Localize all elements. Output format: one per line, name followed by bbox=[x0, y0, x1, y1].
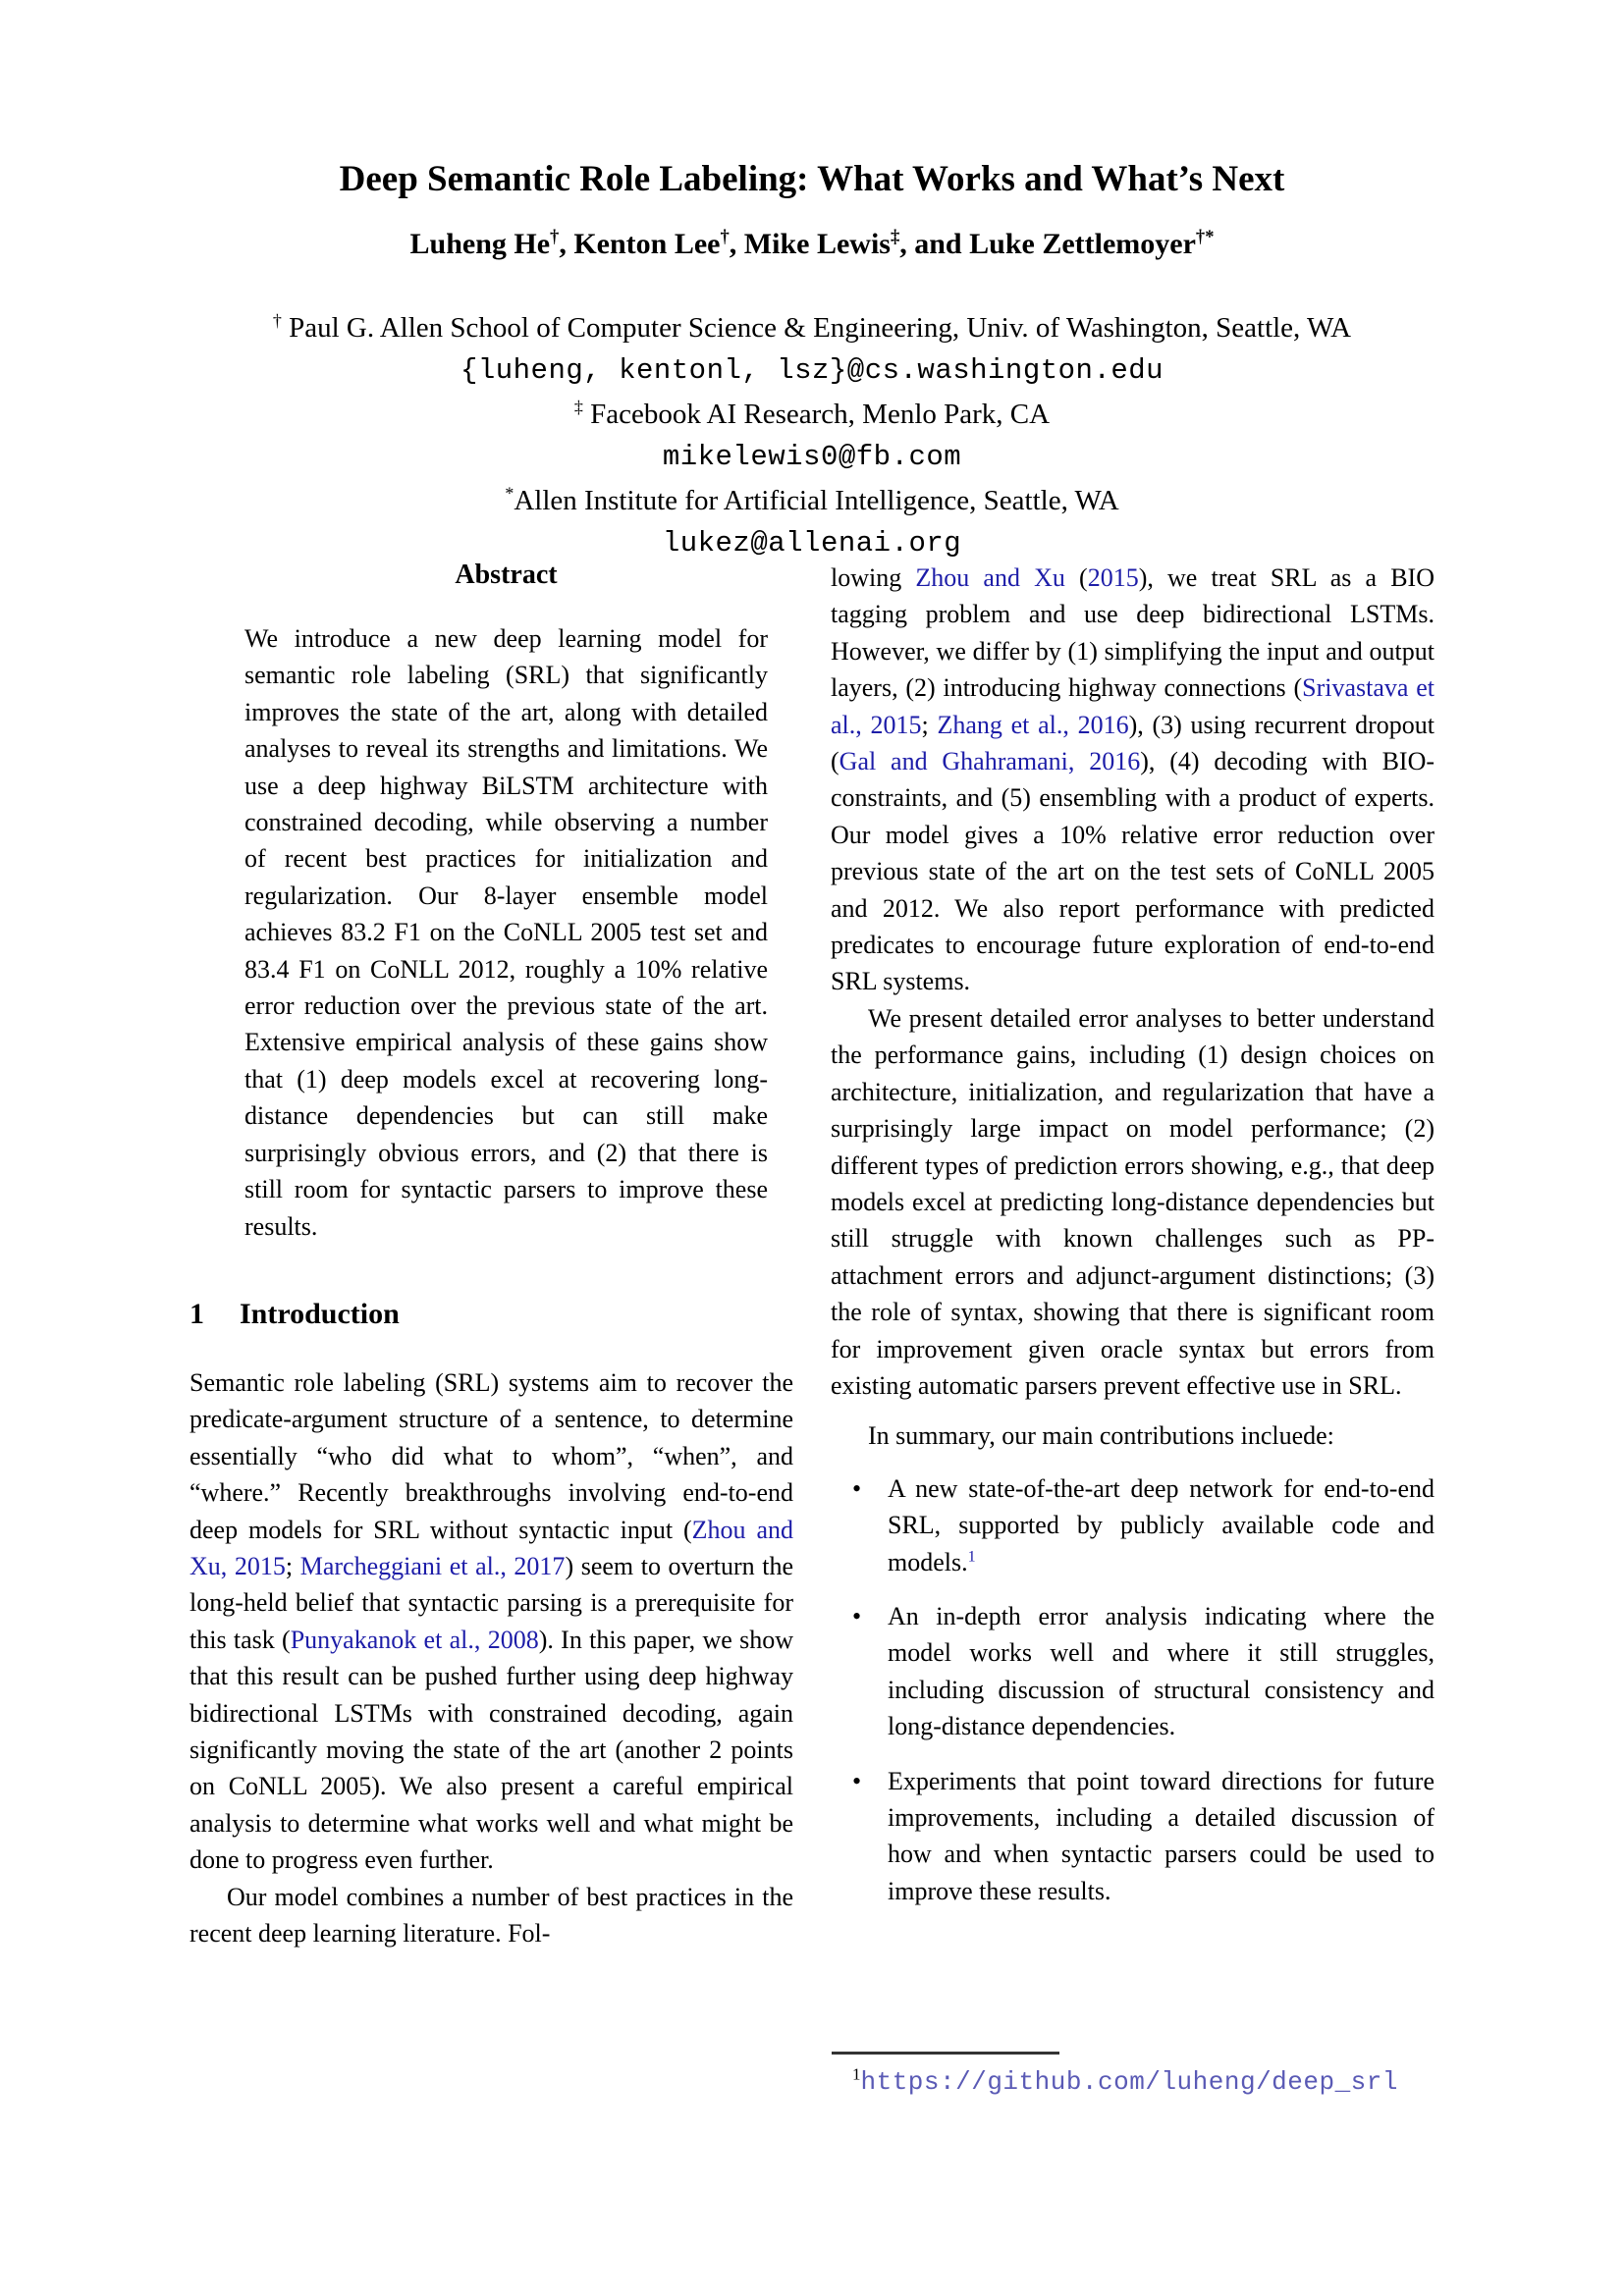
text-run: ), (4) decoding with BIO-constraints, and (5) ensembling with a product of experts. Our model gives a 10% relative error reduction over previous state of the art on the test sets of CoNLL 2005 and 2012. We also report performance with predicted predicates to encourage future exploration of end-to-end SRL systems. bbox=[831, 747, 1435, 996]
affiliation-uw-email: {luheng, kentonl, lsz}@cs.washington.edu bbox=[460, 354, 1164, 387]
section-heading-introduction bbox=[189, 1298, 793, 1331]
intro-paragraph-2 bbox=[189, 1879, 793, 1952]
contribution-item-1 bbox=[831, 1470, 1435, 1580]
text-run: Luheng He bbox=[409, 228, 551, 260]
citation-link[interactable]: Srivastava et al., 2015 bbox=[831, 673, 1435, 739]
contribution-text-3 bbox=[888, 1767, 1435, 1905]
section-title: Introduction bbox=[240, 1297, 400, 1330]
footnote-url-link[interactable]: https://github.com/luheng/deep_srl bbox=[860, 2067, 1398, 2097]
text-run: lowing bbox=[831, 563, 916, 592]
superscript-marker: †* bbox=[1195, 227, 1215, 247]
affiliation-ai2-email: lukez@allenai.org bbox=[662, 527, 962, 560]
citation-link[interactable]: Marcheggiani et al., 2017 bbox=[299, 1551, 566, 1580]
text-run: An in-depth error analysis indicating where the model works well and where it still struggles, including discussion of structural consistency and long-distance dependencies. bbox=[888, 1601, 1435, 1741]
contribution-item-2 bbox=[831, 1598, 1435, 1745]
contribution-item-3 bbox=[831, 1763, 1435, 1910]
text-run: , Mike Lewis bbox=[729, 228, 891, 260]
affiliation-uw bbox=[0, 306, 1624, 349]
text-run: ), we treat SRL as a BIO tagging problem and use deep bidirectional LSTMs. However, we differ by (1) simplifying the input and output layers, (2) introducing highway connections ( bbox=[831, 563, 1435, 703]
left-column bbox=[189, 560, 793, 1951]
text-run: ( bbox=[1064, 563, 1088, 592]
text-run: ; bbox=[285, 1551, 300, 1580]
bullet-icon: • bbox=[852, 1601, 862, 1630]
text-run: , and Luke Zettlemoyer bbox=[899, 228, 1196, 260]
text-run: ; bbox=[921, 710, 938, 739]
right-column bbox=[831, 560, 1435, 2099]
right-paragraph-2 bbox=[831, 1000, 1435, 1404]
contributions-list bbox=[831, 1470, 1435, 1909]
text-run: Experiments that point toward directions for future improvements, including a detailed discussion of how and when syntactic parsers could be used to improve these results. bbox=[888, 1766, 1435, 1905]
footnote-line bbox=[831, 2064, 1435, 2099]
text-run: Paul G. Allen School of Computer Science & Engineering, Univ. of Washington, Seattle, WA bbox=[281, 312, 1352, 344]
text-run: ) seem to overturn the long-held belief that syntactic parsing is a prerequisite for this task ( bbox=[189, 1551, 793, 1654]
citation-link[interactable]: Zhang et al., 2016 bbox=[937, 710, 1129, 739]
author-line bbox=[0, 228, 1624, 261]
text-run: Semantic role labeling (SRL) systems aim to recover the predicate-argument structure of a sentence, to determine essentially “who did what to whom”, “when”, and “where.” Recently breakthroughs involving end-to-end deep models for SRL without syntactic input ( bbox=[189, 1367, 793, 1544]
paper-header bbox=[0, 159, 1624, 565]
citation-link[interactable]: 2015 bbox=[1087, 563, 1139, 592]
superscript-marker: ‡ bbox=[573, 397, 583, 417]
citation-link[interactable]: Gal and Ghahramani, 2016 bbox=[839, 747, 1141, 776]
footnote-rule bbox=[832, 2052, 1059, 2055]
bullet-icon: • bbox=[852, 1473, 862, 1503]
affiliation-fair-email: mikelewis0@fb.com bbox=[662, 441, 962, 473]
contribution-text-1 bbox=[888, 1474, 1435, 1576]
text-run: Our model combines a number of best practices in the recent deep learning literature. Fol- bbox=[189, 1882, 793, 1948]
text-run: In summary, our main contributions incluede: bbox=[868, 1421, 1334, 1451]
superscript-marker: ‡ bbox=[890, 227, 900, 247]
text-run: A new state-of-the-art deep network for end-to-end SRL, supported by publicly available code and models. bbox=[888, 1473, 1435, 1576]
right-paragraph-1 bbox=[831, 560, 1435, 1000]
text-run: Facebook AI Research, Menlo Park, CA bbox=[582, 399, 1051, 430]
text-run: Allen Institute for Artificial Intelligence, Seattle, WA bbox=[514, 485, 1119, 516]
affiliation-ai2 bbox=[0, 479, 1624, 522]
bullet-icon: • bbox=[852, 1766, 862, 1795]
section-number: 1 bbox=[189, 1297, 204, 1330]
superscript-marker: † bbox=[272, 310, 282, 331]
abstract-heading: Abstract bbox=[455, 560, 558, 590]
abstract-text: We introduce a new deep learning model for semantic role labeling (SRL) that significantly improves the state of the art, along with detailed analyses to reveal its strengths and limitations. We use a deep highway BiLSTM architecture with constrained decoding, while observing a number of recent best practices for initialization and regularization. Our 8-layer ensemble model achieves 83.2 F1 on the CoNLL 2005 test set and 83.4 F1 on CoNLL 2012, roughly a 10% relative error reduction over the previous state of the art. Extensive empirical analysis of these gains show that (1) deep models excel at recovering long-distance dependencies but can still make surprisingly obvious errors, and (2) that there is still room for syntactic parsers to improve these results. bbox=[244, 624, 768, 1241]
footnote-ref-link[interactable]: 1 bbox=[967, 1547, 976, 1565]
footnote-block bbox=[831, 2052, 1435, 2099]
text-run: We present detailed error analyses to better understand the performance gains, including (1) design choices on architecture, initialization, and regularization that have a surprisingly large impact on model performance; (2) different types of prediction errors showing, e.g., that deep models excel at predicting long-distance dependencies but still struggle with known challenges such as PP-attachment errors and adjunct-argument distinctions; (3) the role of syntax, showing that there is significant room for improvement given oracle syntax but errors from existing automatic parsers prevent effective use in SRL. bbox=[831, 1003, 1435, 1400]
paper-title: Deep Semantic Role Labeling: What Works and What’s Next bbox=[339, 159, 1285, 199]
superscript-marker: * bbox=[505, 483, 514, 504]
footnote-marker: 1 bbox=[852, 2064, 861, 2084]
contributions-lead bbox=[831, 1417, 1435, 1454]
citation-link[interactable]: Zhou and Xu, 2015 bbox=[189, 1515, 794, 1580]
text-run: ), (3) using recurrent dropout ( bbox=[831, 710, 1435, 776]
citation-link[interactable]: Zhou and Xu bbox=[915, 563, 1065, 592]
text-run: ). In this paper, we show that this result can be pushed further using deep highway bidirectional LSTMs with constrained decoding, again significantly moving the state of the art (another 2 points on CoNLL 2005). We also present a careful empirical analysis to determine what works well and what might be done to progress even further. bbox=[189, 1625, 794, 1875]
citation-link[interactable]: Punyakanok et al., 2008 bbox=[290, 1625, 539, 1654]
abstract-block bbox=[189, 560, 793, 1245]
intro-paragraph-1 bbox=[189, 1364, 793, 1879]
affiliation-fair bbox=[0, 393, 1624, 436]
text-run: , Kenton Lee bbox=[559, 228, 721, 260]
superscript-marker: † bbox=[550, 227, 560, 247]
contribution-text-2 bbox=[888, 1602, 1435, 1740]
superscript-marker: † bbox=[720, 227, 730, 247]
